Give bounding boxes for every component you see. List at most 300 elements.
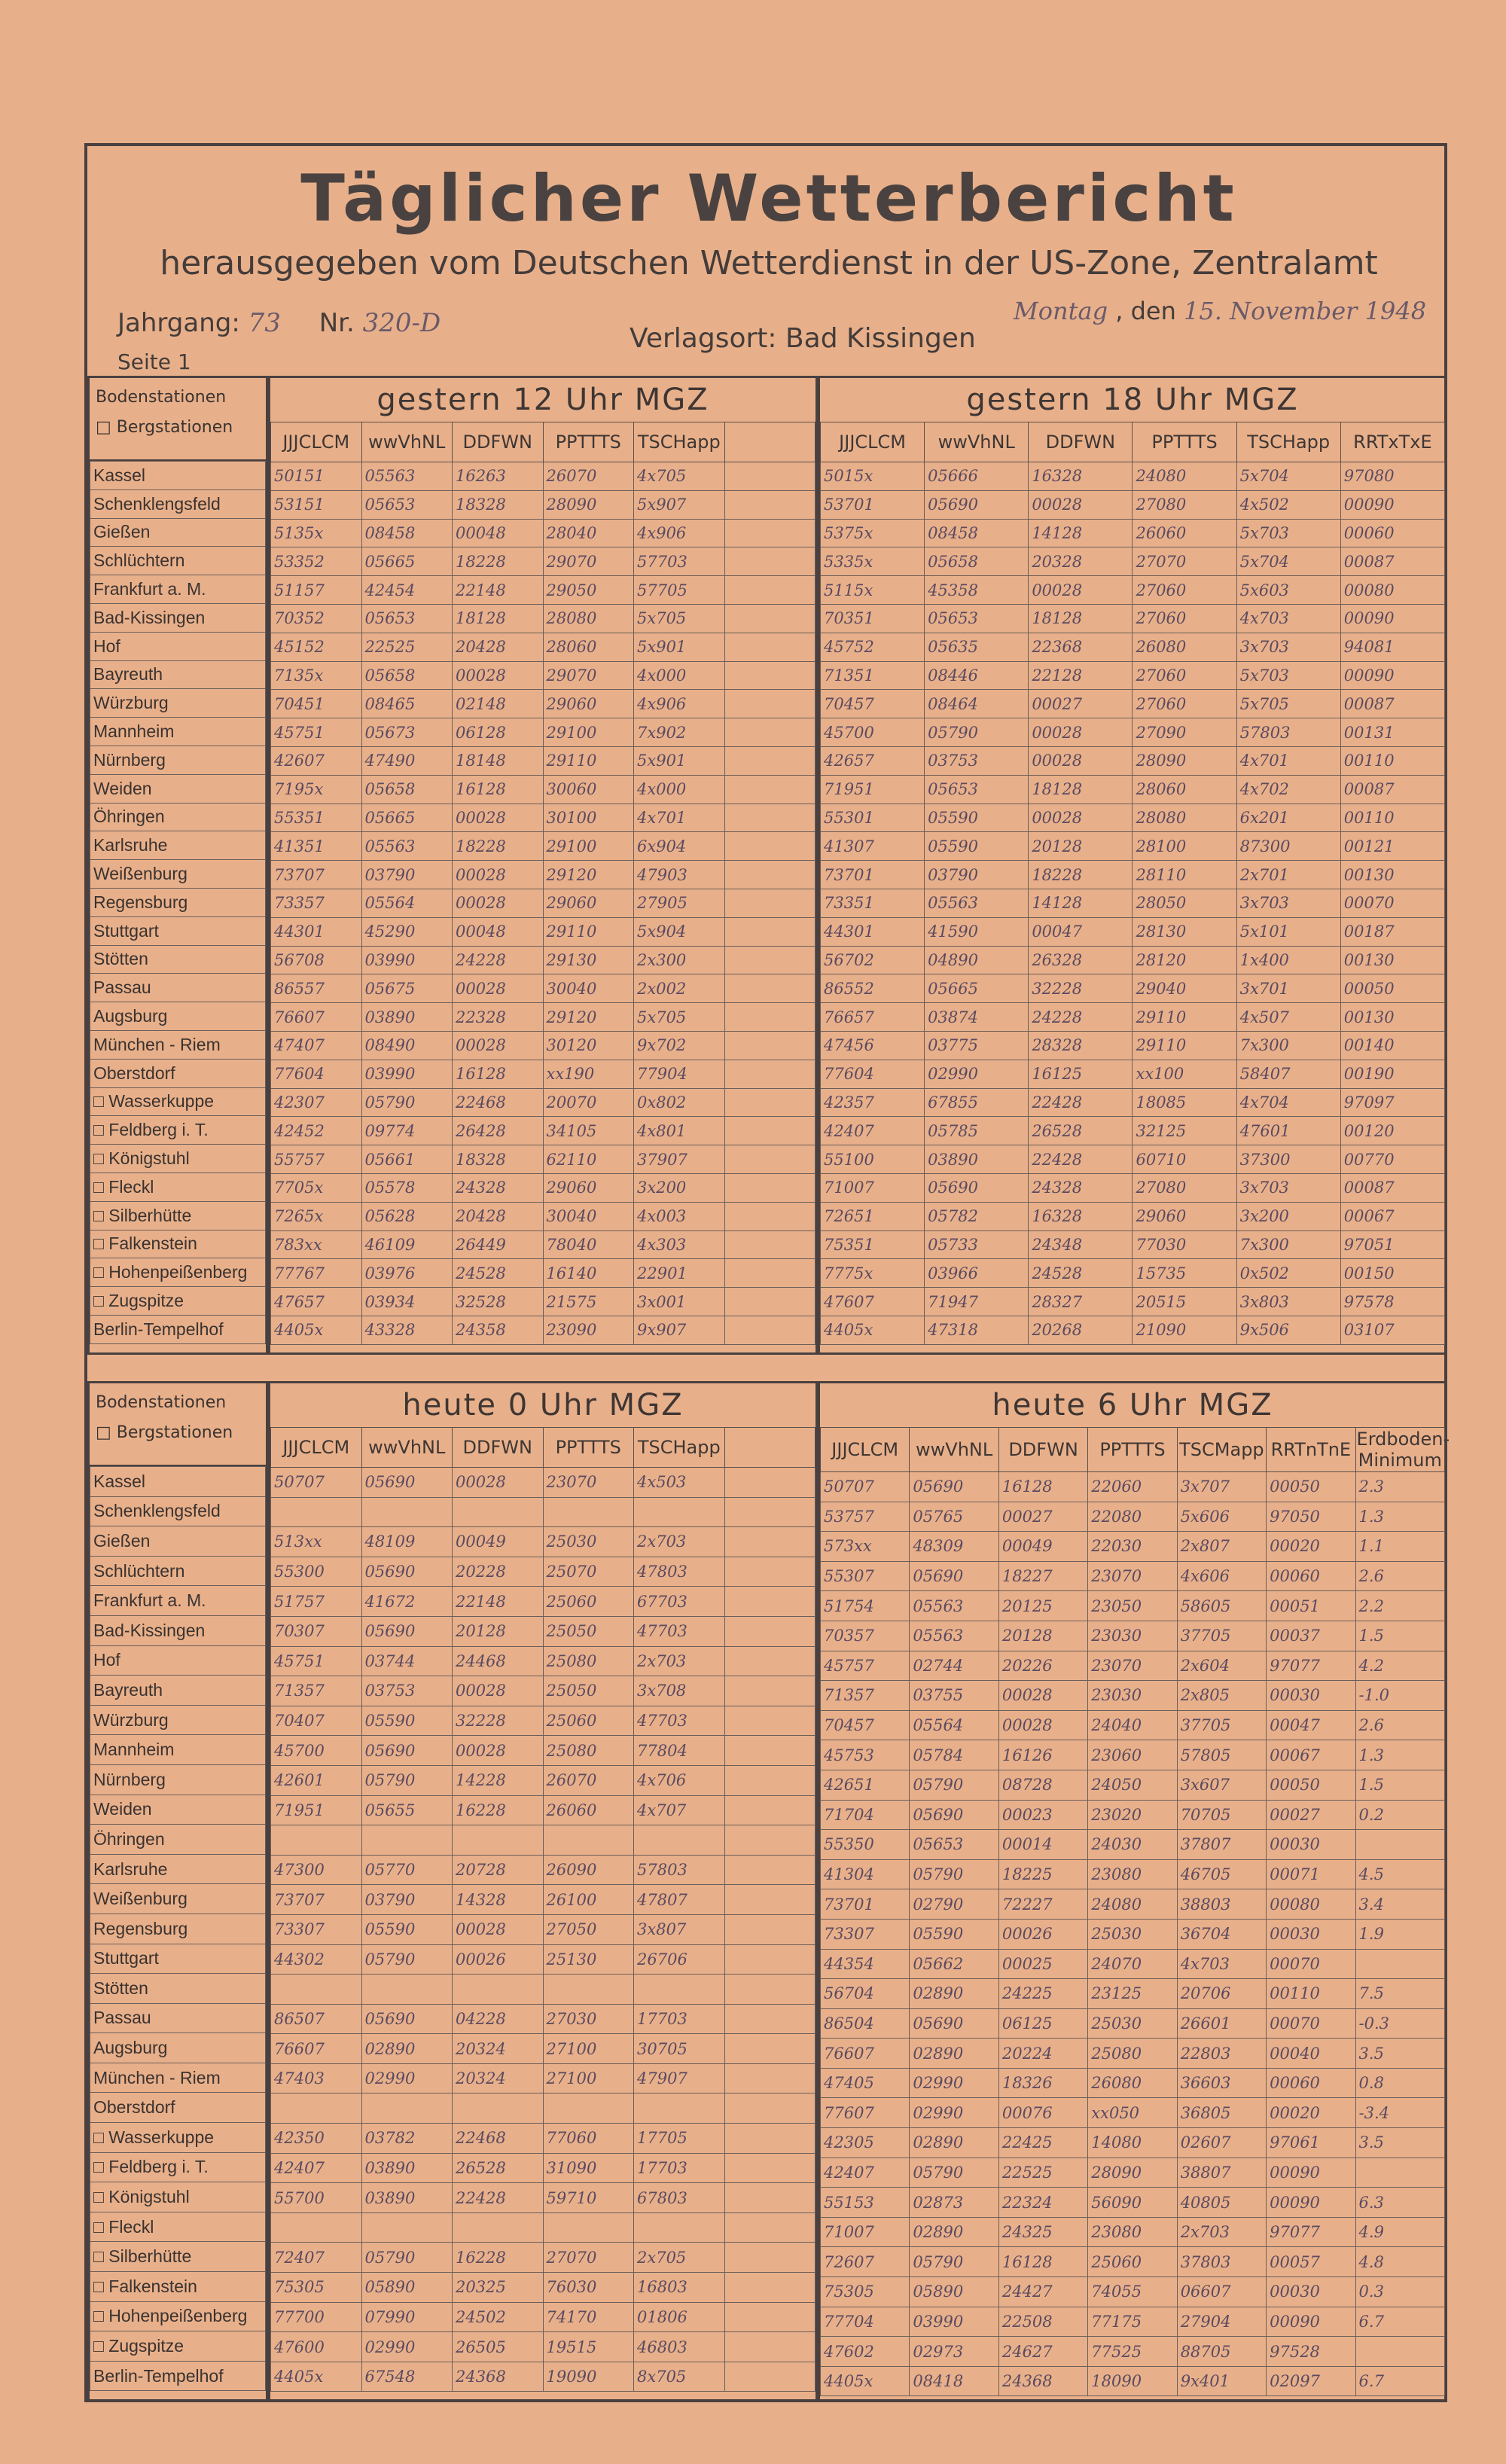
cell: 41304 xyxy=(821,1859,910,1889)
cell: 5x703 xyxy=(1236,519,1340,547)
cell: 3x701 xyxy=(1236,974,1340,1003)
station-name: Würzburg xyxy=(90,1705,266,1735)
cell: 00049 xyxy=(453,1527,544,1557)
cell: 00087 xyxy=(1340,690,1444,718)
cell: 14328 xyxy=(453,1885,544,1915)
cell xyxy=(724,917,815,946)
cell: 05890 xyxy=(910,2277,998,2307)
cell: 02973 xyxy=(910,2337,998,2367)
cell: 25030 xyxy=(543,1527,634,1557)
column-header xyxy=(724,1428,815,1468)
table-row xyxy=(821,1651,1445,1681)
cell: 7195x xyxy=(271,775,362,804)
cell: 41672 xyxy=(361,1587,453,1617)
cell: 72651 xyxy=(821,1202,925,1230)
station-row xyxy=(90,1087,266,1116)
cell: 00087 xyxy=(1340,547,1444,576)
cell: 03782 xyxy=(361,2124,453,2154)
cell: 24358 xyxy=(453,1316,544,1344)
cell: 42657 xyxy=(821,746,925,775)
cell: 22148 xyxy=(453,576,544,605)
cell: 70351 xyxy=(821,604,925,633)
cell: 00028 xyxy=(1029,804,1133,832)
cell: 03890 xyxy=(361,1003,453,1032)
cell: 77060 xyxy=(543,2124,634,2154)
cell: 783xx xyxy=(271,1230,362,1259)
cell: 7705x xyxy=(271,1173,362,1202)
cell: 18128 xyxy=(453,604,544,633)
cell xyxy=(724,1316,815,1344)
cell: 00025 xyxy=(998,1949,1087,1979)
cell xyxy=(724,1230,815,1259)
cell: 75305 xyxy=(271,2273,362,2303)
table-row xyxy=(271,2273,815,2303)
cell: 75351 xyxy=(821,1230,925,1259)
cell: 71357 xyxy=(271,1676,362,1706)
cell: 4405x xyxy=(821,1316,925,1344)
column-header: wwVhNL xyxy=(361,422,453,462)
cell: 4405x xyxy=(271,1316,362,1344)
cell: 00030 xyxy=(1267,1919,1355,1949)
cell: 00028 xyxy=(998,1681,1087,1711)
cell: 05655 xyxy=(361,1795,453,1825)
cell xyxy=(724,946,815,974)
cell: 27060 xyxy=(1133,690,1236,718)
cell: 25080 xyxy=(543,1646,634,1676)
cell xyxy=(724,1646,815,1676)
cell: 1.1 xyxy=(1355,1532,1444,1562)
cell: 4x702 xyxy=(1236,775,1340,804)
cell: 97077 xyxy=(1267,1651,1355,1681)
cell: 20070 xyxy=(543,1088,634,1117)
cell: 29040 xyxy=(1133,974,1236,1003)
cell: 29060 xyxy=(543,1173,634,1202)
cell: 23060 xyxy=(1088,1740,1177,1770)
cell: 03990 xyxy=(361,1060,453,1088)
cell: 45290 xyxy=(361,917,453,946)
table-row xyxy=(271,576,815,605)
cell: 7265x xyxy=(271,1202,362,1230)
station-name: München - Riem xyxy=(90,1030,266,1059)
cell xyxy=(724,547,815,576)
table-row xyxy=(821,1591,1445,1621)
cell: 86507 xyxy=(271,2004,362,2034)
station-name: Stuttgart xyxy=(90,1944,266,1974)
station-row xyxy=(90,831,266,860)
station-name: □ Wasserkuppe xyxy=(90,1087,266,1116)
cell: 05790 xyxy=(925,718,1029,747)
cell: 03976 xyxy=(361,1259,453,1288)
cell: 9x401 xyxy=(1177,2366,1266,2396)
cell: 32125 xyxy=(1133,1117,1236,1145)
station-row xyxy=(90,1944,266,1974)
table-row xyxy=(821,519,1445,547)
cell: 41590 xyxy=(925,917,1029,946)
cell: 01806 xyxy=(634,2302,725,2332)
table-heute-6 xyxy=(820,1427,1450,2396)
cell xyxy=(724,1944,815,1975)
cell: 07990 xyxy=(361,2302,453,2332)
cell: 05790 xyxy=(361,2243,453,2273)
nr-label: Nr. xyxy=(319,308,355,338)
station-list-upper xyxy=(90,461,266,1344)
station-name: Öhringen xyxy=(90,803,266,831)
column-header: JJJCLCM xyxy=(271,1428,362,1468)
cell: 26090 xyxy=(543,1855,634,1885)
table-row xyxy=(821,917,1445,946)
cell: 26505 xyxy=(453,2332,544,2362)
cell: 18090 xyxy=(1088,2366,1177,2396)
cell: 1.5 xyxy=(1355,1621,1444,1651)
cell: 00090 xyxy=(1340,604,1444,633)
cell: 3x707 xyxy=(1177,1472,1266,1502)
cell: 42452 xyxy=(271,1117,362,1145)
table-row xyxy=(271,1259,815,1288)
table-row xyxy=(821,889,1445,917)
cell: 18328 xyxy=(453,1145,544,1174)
table-row xyxy=(271,917,815,946)
cell: 02990 xyxy=(925,1060,1029,1088)
cell: 00130 xyxy=(1340,861,1444,889)
cell: 23080 xyxy=(1088,2217,1177,2247)
cell: 5135x xyxy=(271,519,362,547)
cell: 26060 xyxy=(1133,519,1236,547)
cell: 56702 xyxy=(821,946,925,974)
station-row xyxy=(90,1030,266,1059)
cell: 05690 xyxy=(910,1472,998,1502)
table-row xyxy=(821,1003,1445,1032)
cell: 00026 xyxy=(453,1944,544,1975)
cell: 4.2 xyxy=(1355,1651,1444,1681)
cell: 05690 xyxy=(910,1800,998,1830)
table-row xyxy=(821,2217,1445,2247)
cell: 00030 xyxy=(1267,1830,1355,1860)
cell: 1.3 xyxy=(1355,1740,1444,1770)
cell: 2x703 xyxy=(634,1527,725,1557)
station-name: Frankfurt a. M. xyxy=(90,1586,266,1616)
cell: 02744 xyxy=(910,1651,998,1681)
table-row xyxy=(821,1919,1445,1949)
station-name: Öhringen xyxy=(90,1825,266,1855)
cell: 24328 xyxy=(453,1173,544,1202)
cell: 05661 xyxy=(361,1145,453,1174)
cell: 05690 xyxy=(925,1173,1029,1202)
cell: 2.2 xyxy=(1355,1591,1444,1621)
cell: 29060 xyxy=(543,889,634,917)
station-name: Berlin-Tempelhof xyxy=(90,2361,266,2391)
cell: 22425 xyxy=(998,2128,1087,2158)
cell xyxy=(724,1117,815,1145)
cell: 29060 xyxy=(543,690,634,718)
cell: 15735 xyxy=(1133,1259,1236,1288)
table-row xyxy=(821,1472,1445,1502)
cell: 3x803 xyxy=(1236,1288,1340,1316)
cell: -0.3 xyxy=(1355,2008,1444,2039)
cell: 16228 xyxy=(453,2243,544,2273)
cell: 57703 xyxy=(634,547,725,576)
cell: 05590 xyxy=(361,1914,453,1944)
cell: 29050 xyxy=(543,576,634,605)
cell: 05665 xyxy=(925,974,1029,1003)
table-row xyxy=(271,1088,815,1117)
cell: 03107 xyxy=(1340,1316,1444,1344)
cell: 03874 xyxy=(925,1003,1029,1032)
cell: 51757 xyxy=(271,1587,362,1617)
station-name: Karlsruhe xyxy=(90,1854,266,1884)
cell: 00028 xyxy=(453,1676,544,1706)
cell: 20728 xyxy=(453,1855,544,1885)
table-row xyxy=(821,1502,1445,1532)
column-header: TSCHapp xyxy=(634,422,725,462)
cell: 03966 xyxy=(925,1259,1029,1288)
cell: 56090 xyxy=(1088,2188,1177,2218)
cell: 56704 xyxy=(821,1979,910,2009)
cell: 05770 xyxy=(361,1855,453,1885)
cell: 73307 xyxy=(271,1914,362,1944)
cell: 00028 xyxy=(453,861,544,889)
cell: 05658 xyxy=(361,661,453,690)
cell: 47803 xyxy=(634,1557,725,1587)
cell: 50707 xyxy=(271,1468,362,1498)
table-row xyxy=(271,1975,815,2005)
cell: 67548 xyxy=(361,2362,453,2392)
cell: 4.8 xyxy=(1355,2247,1444,2277)
cell: 00087 xyxy=(1340,1173,1444,1202)
table-row xyxy=(271,1288,815,1316)
cell: 47657 xyxy=(271,1288,362,1316)
station-name: Stötten xyxy=(90,945,266,974)
cell: 2.3 xyxy=(1355,1472,1444,1502)
cell xyxy=(724,633,815,661)
cell: 23090 xyxy=(543,1316,634,1344)
cell: 97578 xyxy=(1340,1288,1444,1316)
station-name: Schlüchtern xyxy=(90,1556,266,1586)
cell: 22468 xyxy=(453,2124,544,2154)
cell: 42454 xyxy=(361,576,453,605)
table-row xyxy=(271,1706,815,1736)
cell: 08458 xyxy=(925,519,1029,547)
cell: 4x701 xyxy=(1236,746,1340,775)
cell: 00121 xyxy=(1340,832,1444,861)
cell: 05578 xyxy=(361,1173,453,1202)
station-name: Nürnberg xyxy=(90,746,266,774)
column-header: JJJCLCM xyxy=(821,1428,910,1472)
cell: 27060 xyxy=(1133,604,1236,633)
cell: 47607 xyxy=(821,1288,925,1316)
cell: 24050 xyxy=(1088,1770,1177,1800)
cell: 05635 xyxy=(925,633,1029,661)
cell: 42651 xyxy=(821,1770,910,1800)
column-header: RRTxTxE xyxy=(1340,422,1444,462)
station-name: □ Feldberg i. T. xyxy=(90,1116,266,1145)
cell: 45751 xyxy=(271,718,362,747)
cell: 00090 xyxy=(1340,490,1444,519)
cell: 70705 xyxy=(1177,1800,1266,1830)
cell: 31090 xyxy=(543,2153,634,2183)
table-row xyxy=(271,1202,815,1230)
cell: 70451 xyxy=(271,690,362,718)
cell: 45757 xyxy=(821,1651,910,1681)
cell: 02990 xyxy=(361,2063,453,2093)
cell: 28040 xyxy=(543,519,634,547)
station-name: Würzburg xyxy=(90,689,266,718)
station-name: Oberstdorf xyxy=(90,1059,266,1087)
cell: 67855 xyxy=(925,1088,1029,1117)
cell: 14080 xyxy=(1088,2128,1177,2158)
station-name: Stötten xyxy=(90,1974,266,2004)
cell: 05653 xyxy=(925,775,1029,804)
header-row xyxy=(821,1428,1445,1472)
verlagsort: Verlagsort: Bad Kissingen xyxy=(630,323,976,354)
cell: 18228 xyxy=(453,547,544,576)
station-row xyxy=(90,1825,266,1855)
station-row xyxy=(90,2242,266,2272)
cell: 05662 xyxy=(910,1949,998,1979)
cell: 02990 xyxy=(910,2068,998,2098)
cell: 5x907 xyxy=(634,490,725,519)
den-label: , den xyxy=(1115,297,1176,325)
cell: 32528 xyxy=(453,1288,544,1316)
cell: 28060 xyxy=(1133,775,1236,804)
cell: 00140 xyxy=(1340,1031,1444,1060)
table-row xyxy=(821,1979,1445,2009)
cell: 2x604 xyxy=(1177,1651,1266,1681)
cell xyxy=(1355,1949,1444,1979)
cell: 55300 xyxy=(271,1557,362,1587)
cell: 71357 xyxy=(821,1681,910,1711)
cell: 73351 xyxy=(821,889,925,917)
cell: 05673 xyxy=(361,718,453,747)
station-row xyxy=(90,2093,266,2123)
cell: 71951 xyxy=(271,1795,362,1825)
cell: 29110 xyxy=(543,746,634,775)
cell: 00023 xyxy=(998,1800,1087,1830)
table-row xyxy=(271,1003,815,1032)
cell xyxy=(724,2034,815,2064)
cell xyxy=(724,1914,815,1944)
cell: 76657 xyxy=(821,1003,925,1032)
cell: 9x506 xyxy=(1236,1316,1340,1344)
cell: 55700 xyxy=(271,2183,362,2213)
station-name: □ Hohenpeißenberg xyxy=(90,1258,266,1287)
cell: 05690 xyxy=(910,2008,998,2039)
cell: 02607 xyxy=(1177,2128,1266,2158)
cell: xx190 xyxy=(543,1060,634,1088)
cell: 24627 xyxy=(998,2337,1087,2367)
table-row xyxy=(271,1676,815,1706)
cell xyxy=(724,2183,815,2213)
cell: 36603 xyxy=(1177,2068,1266,2098)
cell: 7135x xyxy=(271,661,362,690)
cell: 77604 xyxy=(821,1060,925,1088)
panel-title-heute-6: heute 6 Uhr MGZ xyxy=(992,1388,1273,1423)
table-row xyxy=(271,804,815,832)
cell: 42407 xyxy=(821,1117,925,1145)
cell: 29110 xyxy=(1133,1031,1236,1060)
cell: 05784 xyxy=(910,1740,998,1770)
cell: 27080 xyxy=(1133,1173,1236,1202)
cell: 73707 xyxy=(271,1885,362,1915)
cell: 00070 xyxy=(1340,889,1444,917)
table-row xyxy=(271,1885,815,1915)
cell: 71947 xyxy=(925,1288,1029,1316)
station-name: München - Riem xyxy=(90,2063,266,2093)
report-sheet xyxy=(84,143,1450,2402)
cell: 97077 xyxy=(1267,2217,1355,2247)
cell: 24368 xyxy=(998,2366,1087,2396)
cell: 27090 xyxy=(1133,718,1236,747)
cell: 05564 xyxy=(910,1710,998,1740)
station-row xyxy=(90,2003,266,2033)
cell: 29120 xyxy=(543,1003,634,1032)
cell: 77804 xyxy=(634,1736,725,1766)
station-name: □ Wasserkuppe xyxy=(90,2123,266,2153)
cell xyxy=(271,2212,362,2243)
cell: 22080 xyxy=(1088,1502,1177,1532)
cell: 43328 xyxy=(361,1316,453,1344)
cell: 77767 xyxy=(271,1259,362,1288)
cell: 41351 xyxy=(271,832,362,861)
cell: 40805 xyxy=(1177,2188,1266,2218)
cell: 00110 xyxy=(1340,804,1444,832)
cell: 24325 xyxy=(998,2217,1087,2247)
cell xyxy=(1355,2158,1444,2188)
cell: 5x904 xyxy=(634,917,725,946)
cell xyxy=(724,1145,815,1174)
cell: 34105 xyxy=(543,1117,634,1145)
cell: 2.6 xyxy=(1355,1561,1444,1591)
cell: 28327 xyxy=(1029,1288,1133,1316)
cell: 6.7 xyxy=(1355,2307,1444,2337)
cell: 00076 xyxy=(998,2098,1087,2128)
cell: 29100 xyxy=(543,718,634,747)
cell: 30060 xyxy=(543,775,634,804)
cell: 05653 xyxy=(361,604,453,633)
station-header-line2: □ Bergstationen xyxy=(96,1423,233,1442)
table-row xyxy=(271,2153,815,2183)
cell: 76607 xyxy=(271,2034,362,2064)
cell: 57705 xyxy=(634,576,725,605)
table-row xyxy=(821,1740,1445,1770)
column-header: PPTTTS xyxy=(543,1428,634,1468)
table-row xyxy=(821,1800,1445,1830)
cell: 73707 xyxy=(271,861,362,889)
cell: 7775x xyxy=(821,1259,925,1288)
cell: 0.2 xyxy=(1355,1800,1444,1830)
cell: 05690 xyxy=(925,490,1029,519)
cell: 4x000 xyxy=(634,661,725,690)
table-row xyxy=(821,1173,1445,1202)
table-row xyxy=(271,1616,815,1646)
table-row xyxy=(821,661,1445,690)
table-row xyxy=(271,1765,815,1795)
stations-lower xyxy=(87,1381,268,2402)
cell: 16128 xyxy=(453,775,544,804)
cell xyxy=(634,1825,725,1856)
cell: 97080 xyxy=(1340,462,1444,491)
cell: 23030 xyxy=(1088,1681,1177,1711)
cell: 20324 xyxy=(453,2034,544,2064)
cell: 23070 xyxy=(1088,1561,1177,1591)
station-name: Augsburg xyxy=(90,1002,266,1031)
station-name: Oberstdorf xyxy=(90,2093,266,2123)
column-header: wwVhNL xyxy=(361,1428,453,1468)
station-name: Weiden xyxy=(90,1795,266,1825)
cell: 97097 xyxy=(1340,1088,1444,1117)
cell: 28120 xyxy=(1133,946,1236,974)
cell: 20325 xyxy=(453,2273,544,2303)
cell: 77607 xyxy=(821,2098,910,2128)
